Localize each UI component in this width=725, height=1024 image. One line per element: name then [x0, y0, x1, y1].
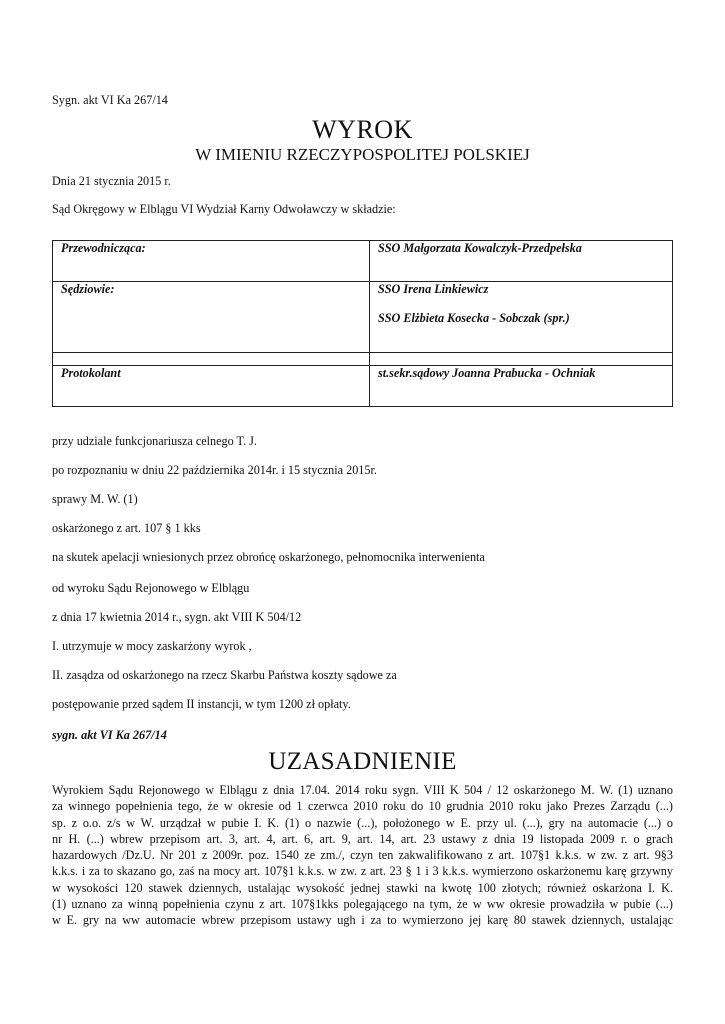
document-title: WYROK: [312, 115, 413, 144]
clerk-name: st.sekr.sądowy Joanna Prabucka - Ochniak: [370, 366, 673, 407]
verdict-line: od wyroku Sądu Rejonowego w Elblągu: [52, 581, 250, 595]
justification-line: za winnego popełnienia tego, że w okresie od 1 czerwca 2010 roku do 10 grudnia 2010 roku jako Prezes Zarządu (...): [52, 799, 673, 814]
verdict-point-1: I. utrzymuje w mocy zaskarżony wyrok ,: [52, 639, 252, 653]
judges-label: Sędziowie:: [53, 282, 370, 353]
chair-label: Przewodnicząca:: [53, 241, 370, 282]
verdict-point-2: II. zasądza od oskarżonego na rzecz Skarbu Państwa koszty sądowe za: [52, 668, 397, 682]
document-subtitle: W IMIENIU RZECZYPOSPOLITEJ POLSKIEJ: [195, 145, 530, 164]
clerk-label: Protokolant: [53, 366, 370, 407]
justification-line: sp. z o.o. z/s w W. urządzał w pubie I. K. (1) o nazwie (...), położonego w E. przy ul. (...), gry na automacie (...) o: [52, 815, 673, 830]
verdict-line: na skutek apelacji wniesionych przez obrońcę oskarżonego, pełnomocnika interwenienta: [52, 550, 485, 564]
judge-1-name: SSO Irena Linkiewicz: [378, 282, 489, 296]
chair-name: SSO Małgorzata Kowalczyk-Przedpełska: [370, 241, 673, 282]
judges-names: [370, 282, 673, 353]
justification-line: nr H. (...) wbrew przepisom art. 3, art. 4, art. 6, art. 9, art. 14, art. 23 ustawy z dnia 19 listopada 2009 r. o grach: [52, 831, 673, 846]
case-number: Sygn. akt VI Ka 267/14: [52, 93, 168, 107]
verdict-line: postępowanie przed sądem II instancji, w tym 1200 zł opłaty.: [52, 697, 351, 711]
justification-line: Wyrokiem Sądu Rejonowego w Elblągu z dnia 17.04. 2014 roku sygn. VIII K 504 / 12 oskarżonego M. W. (1) uznano: [52, 783, 673, 797]
table-row: [53, 366, 673, 407]
justification-line: (1) uznano za winną popełnienia czynu z art. 107§1kks polegającego na tym, że w ww okresie prowadziła w pubie (...): [52, 897, 673, 912]
justification-body: [52, 782, 673, 929]
table-row: [53, 282, 673, 353]
table-row: [53, 241, 673, 282]
justification-case-number: sygn. akt VI Ka 267/14: [52, 728, 167, 742]
judge-2-name: SSO Elżbieta Kosecka - Sobczak (spr.): [378, 311, 570, 325]
court-name: Sąd Okręgowy w Elblągu VI Wydział Karny Odwoławczy w składzie:: [52, 202, 396, 216]
justification-title: UZASADNIENIE: [268, 748, 457, 775]
justification-line: w wysokości 120 stawek dziennych, ustalając wysokość jednej stawki na kwotę 100 złotych; również oskarżona I. K.: [52, 880, 673, 895]
justification-line: hazardowych /Dz.U. Nr 201 z 2009r. poz. 1540 ze zm./, czyn ten zakwalifikowano z art. 107§1 k.k.s. w zw. z art. 9§3: [52, 848, 673, 863]
verdict-line: przy udziale funkcjonariusza celnego T. J.: [52, 434, 257, 448]
verdict-line: sprawy M. W. (1): [52, 492, 138, 506]
verdict-date: Dnia 21 stycznia 2015 r.: [52, 174, 171, 188]
court-panel-table: [52, 240, 673, 407]
verdict-line: po rozpoznaniu w dniu 22 października 2014r. i 15 stycznia 2015r.: [52, 463, 377, 477]
spacer-cell: [53, 353, 370, 366]
justification-line: w E. gry na ww automacie wbrew przepisom ustawy ugh i za to wymierzono jej karę 80 stawek dziennych, ustalając: [52, 913, 673, 928]
justification-line: k.k.s. i za to skazano go, zaś na mocy art. 107§1 k.k.s. w zw. z art. 23 § 1 i 3 k.k.s. wymierzono oskarżonemu karę grzywny: [52, 864, 673, 879]
spacer-cell: [370, 353, 673, 366]
verdict-line: oskarżonego z art. 107 § 1 kks: [52, 521, 201, 535]
table-row-spacer: [53, 353, 673, 366]
verdict-line: z dnia 17 kwietnia 2014 r., sygn. akt VIII K 504/12: [52, 610, 302, 624]
